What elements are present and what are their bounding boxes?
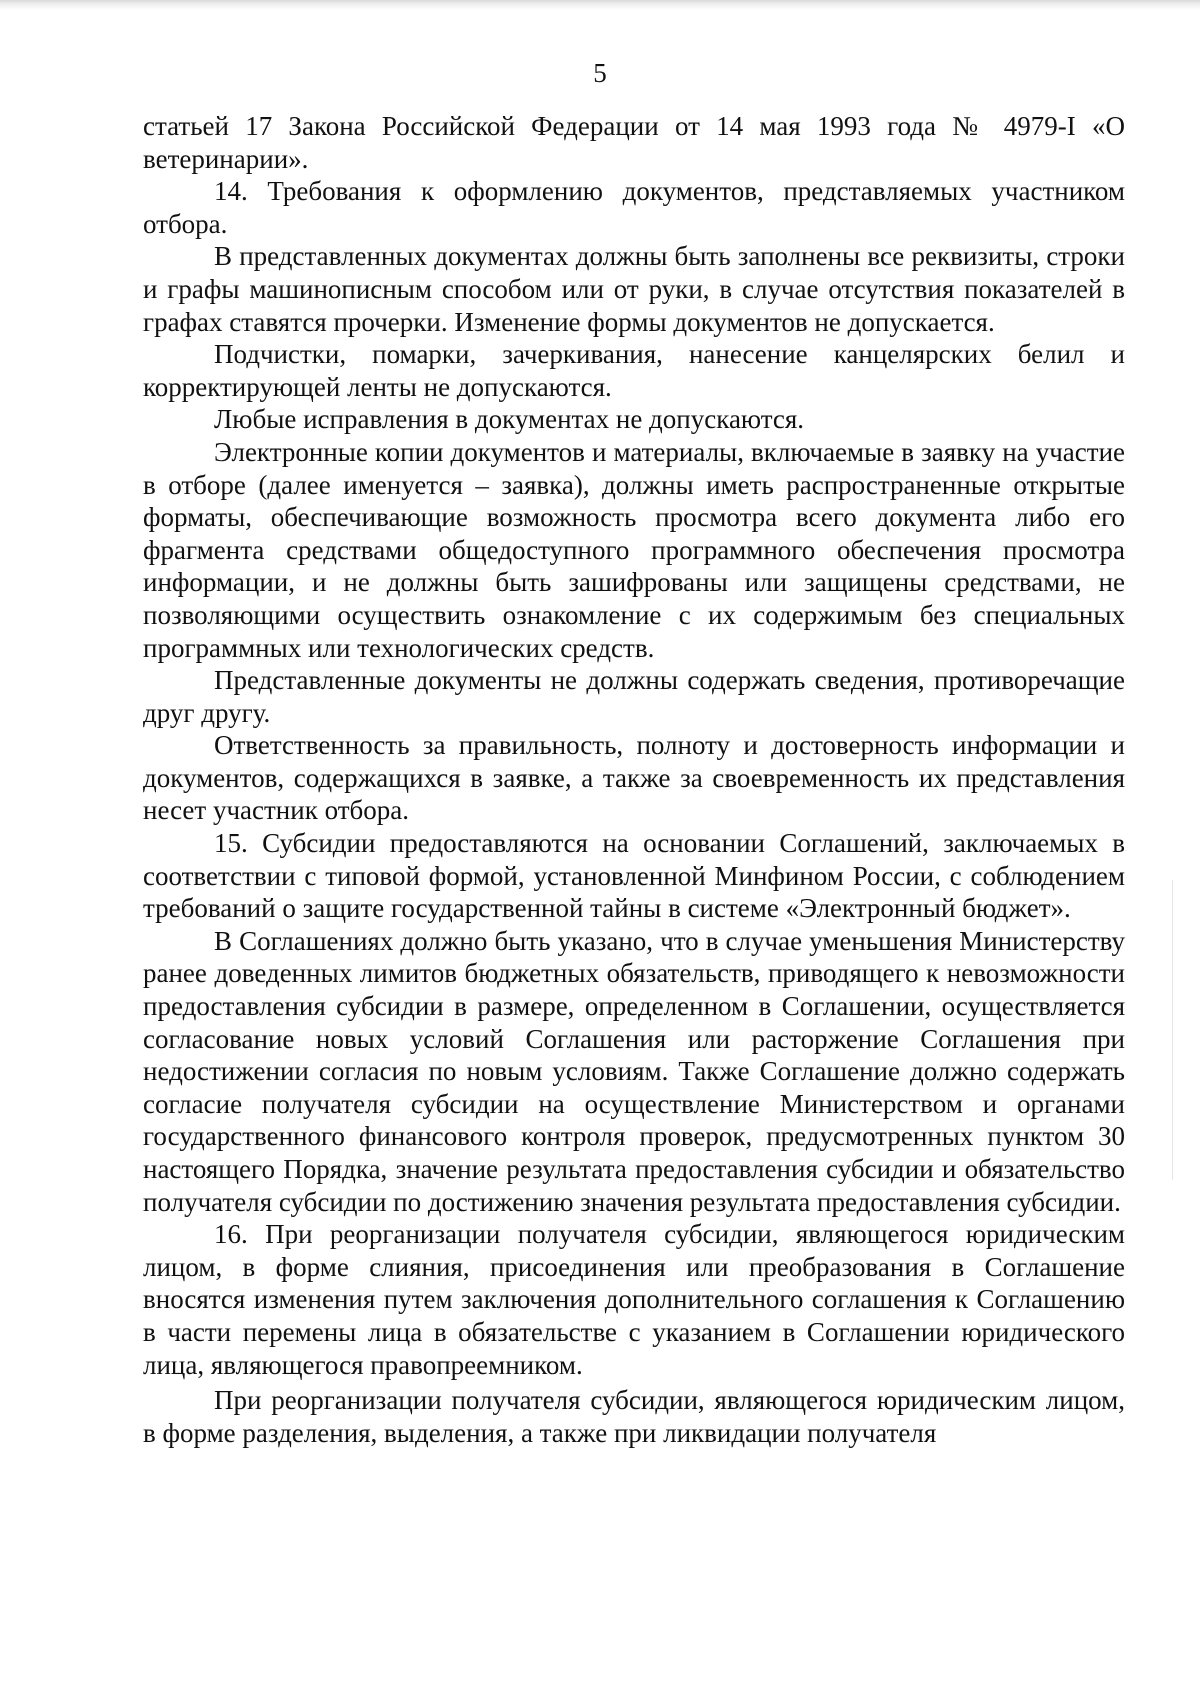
paragraph-required-fields: В представленных документах должны быть заполнены все реквизиты, строки и графы машинописным способом или от руки, в случае отсутствия показателей в графах ставятся прочерки. Изменение формы документов не допускается. xyxy=(143,241,1125,337)
paragraph-electronic-copies: Электронные копии документов и материалы, включаемые в заявку на участие в отборе (далее именуется – заявка), должны иметь распространенные открытые форматы, обеспечивающие возможность просмотра всего документа либо его фрагмента средствами общедоступного программного обеспечения просмотра информации, и не должны быть зашифрованы или защищены средствами, не позволяющими осуществить ознакомление с их содержимым без специальных программных или технологических средств. xyxy=(143,436,1125,663)
document-body xyxy=(143,110,1125,1449)
paragraph-responsibility: Ответственность за правильность, полноту и достоверность информации и документов, содержащихся в заявке, а также за своевременность их представления несет участник отбора. xyxy=(143,730,1125,826)
paragraph-item-16: 16. При реорганизации получателя субсидии, являющегося юридическим лицом, в форме слияния, присоединения или преобразования в Соглашение вносятся изменения путем заключения дополнительного соглашения к Соглашению в части перемены лица в обязательстве с указанием в Соглашении юридического лица, являющегося правопреемником. xyxy=(143,1219,1125,1380)
paragraph-reorganization: При реорганизации получателя субсидии, являющегося юридическим лицом, в форме разделения, выделения, а также при ликвидации получателя xyxy=(143,1385,1125,1448)
paragraph-no-corrections: Любые исправления в документах не допускаются. xyxy=(214,404,805,435)
paragraph-agreements-terms: В Соглашениях должно быть указано, что в случае уменьшения Министерству ранее доведенных лимитов бюджетных обязательств, приводящего к невозможности предоставления субсидии в размере, определенном в Соглашении, осуществляется согласование новых условий Соглашения или расторжение Соглашения при недостижении согласия по новым условиям. Также Соглашение должно содержать согласие получателя субсидии на осуществление Министерством и органами государственного финансового контроля проверок, предусмотренных пунктом 30 настоящего Порядка, значение результата предоставления субсидии и обязательство получателя субсидии по достижению значения результата предоставления субсидии. xyxy=(143,925,1125,1217)
paragraph-item-15: 15. Субсидии предоставляются на основании Соглашений, заключаемых в соответствии с типовой формой, установленной Минфином России, с соблюдением требований о защите государственной тайны в системе «Электронный бюджет». xyxy=(143,828,1125,924)
paragraph-no-contradictions: Представленные документы не должны содержать сведения, противоречащие друг другу. xyxy=(143,665,1125,728)
paragraph-no-erasures: Подчистки, помарки, зачеркивания, нанесение канцелярских белил и корректирующей ленты не допускаются. xyxy=(143,339,1125,402)
scan-margin-mark xyxy=(1172,880,1173,1180)
page-number: 5 xyxy=(593,58,607,88)
paragraph-item-14: 14. Требования к оформлению документов, представляемых участником отбора. xyxy=(143,176,1125,239)
scan-top-edge xyxy=(0,0,1200,10)
paragraph-continuation: статьей 17 Закона Российской Федерации от 14 мая 1993 года № 4979-I «О ветеринарии». xyxy=(143,111,1125,174)
